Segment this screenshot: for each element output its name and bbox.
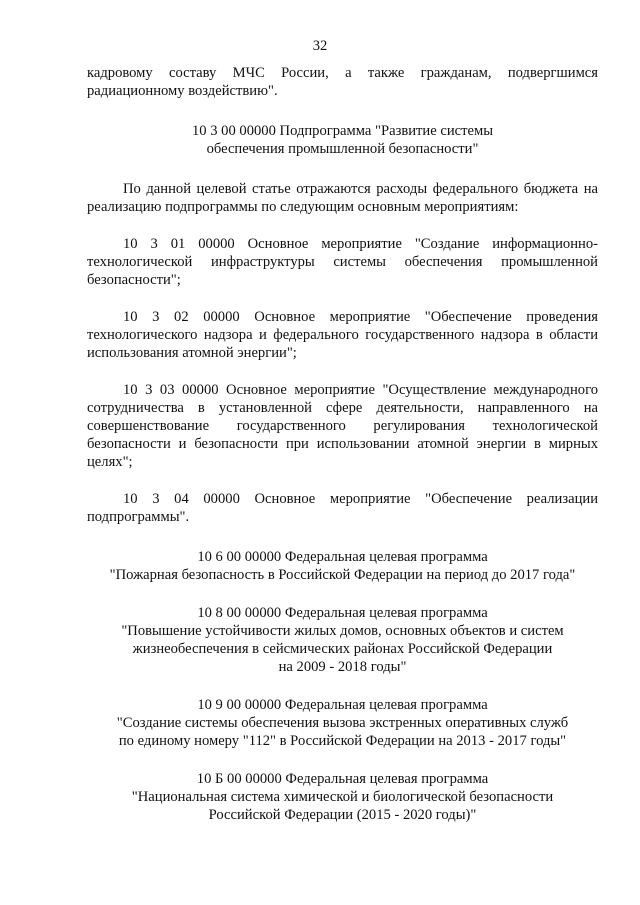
program-heading-line: 10 9 00 00000 Федеральная целевая программа xyxy=(197,697,488,713)
intro-paragraph: кадровому составу МЧС России, а также гражданам, подвергшимся радиационному воздействию". xyxy=(87,65,598,99)
document-body xyxy=(87,64,598,824)
program-heading-line: "Создание системы обеспечения вызова экстренных оперативных служб xyxy=(116,715,569,731)
page-number: 32 xyxy=(312,38,328,54)
program-heading-line: 10 Б 00 00000 Федеральная целевая программа xyxy=(196,771,489,787)
program-heading-3 xyxy=(87,696,598,750)
target-paragraph: По данной целевой статье отражаются расходы федерального бюджета на реализацию подпрограммы по следующим основным мероприятиям: xyxy=(87,181,598,215)
program-heading-line: по единому номеру "112" в Российской Федерации на 2013 - 2017 годы" xyxy=(118,733,567,749)
program-heading-line: 10 6 00 00000 Федеральная целевая программа xyxy=(197,549,488,565)
program-heading-2 xyxy=(87,604,598,676)
program-heading-line: "Пожарная безопасность в Российской Федерации на период до 2017 года" xyxy=(109,567,576,583)
program-heading-line: 10 8 00 00000 Федеральная целевая программа xyxy=(197,605,488,621)
program-heading-line: "Повышение устойчивости жилых домов, основных объектов и систем xyxy=(121,623,564,639)
subprogram-heading-line: обеспечения промышленной безопасности" xyxy=(206,141,479,157)
subprogram-heading xyxy=(87,122,598,158)
program-heading-4 xyxy=(87,770,598,824)
measure-paragraph-4: 10 3 04 00000 Основное мероприятие "Обеспечение реализации подпрограммы". xyxy=(87,491,598,525)
program-heading-line: жизнеобеспечения в сейсмических районах Российской Федерации xyxy=(132,641,553,657)
measure-paragraph-3: 10 3 03 00000 Основное мероприятие "Осуществление международного сотрудничества в установленной сфере деятельности, направленного на совершенствование государственного регулирования технологической безопасности и безопасности при использовании атомной энергии в мирных целях"; xyxy=(87,382,598,470)
program-heading-line: на 2009 - 2018 годы" xyxy=(278,659,407,675)
subprogram-heading-line: 10 3 00 00000 Подпрограмма "Развитие системы xyxy=(191,123,494,139)
program-heading-1 xyxy=(87,548,598,584)
measure-paragraph-2: 10 3 02 00000 Основное мероприятие "Обеспечение проведения технологического надзора и федерального государственного надзора в области использования атомной энергии"; xyxy=(87,309,598,361)
program-heading-line: "Национальная система химической и биологической безопасности xyxy=(131,789,554,805)
measure-paragraph-1: 10 3 01 00000 Основное мероприятие "Создание информационно-технологической инфраструктуры системы обеспечения промышленной безопасности"; xyxy=(87,236,598,288)
program-heading-line: Российской Федерации (2015 - 2020 годы)" xyxy=(208,807,477,823)
